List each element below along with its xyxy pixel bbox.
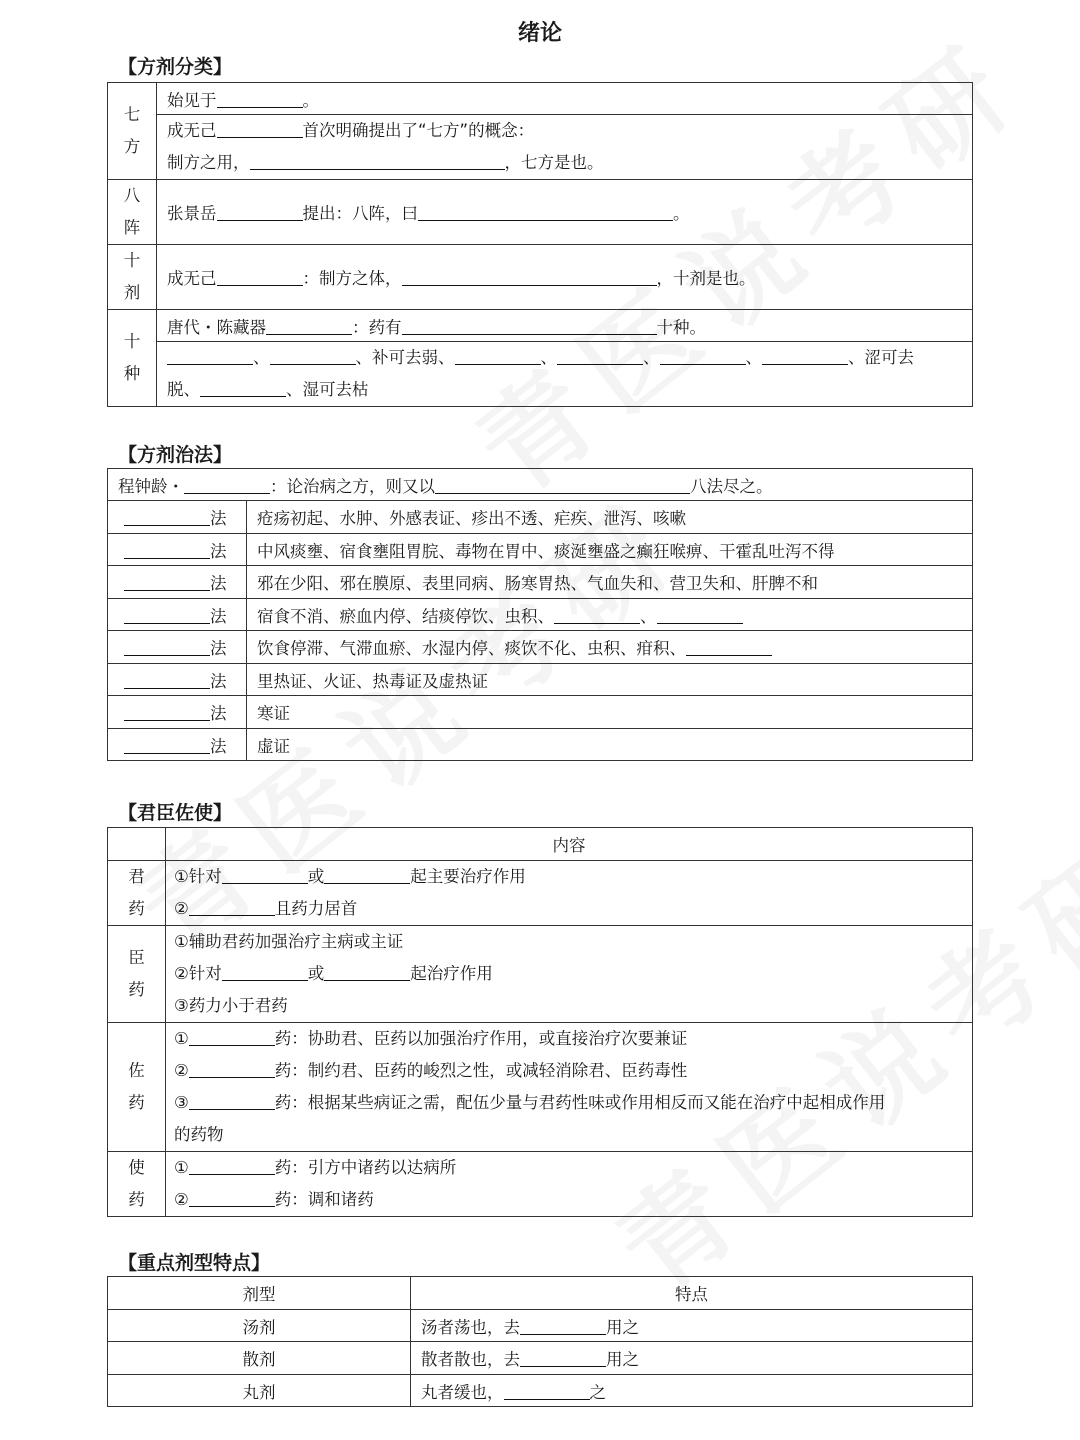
label-shizhong: 十 种 — [108, 310, 157, 407]
blank-field[interactable] — [124, 735, 210, 754]
bazhen-row: 张景岳 提出：八阵，曰 。 — [157, 180, 973, 245]
method-cell: 法 — [108, 729, 247, 761]
blank-field[interactable] — [124, 572, 210, 591]
junchen-table — [107, 827, 973, 1217]
blank-field[interactable] — [402, 267, 657, 286]
blank-field[interactable] — [324, 962, 410, 981]
method-cell: 法 — [108, 599, 247, 631]
jun-content: ①针对 或 起主要治疗作用 ② 且药力居首 — [166, 861, 973, 926]
form-name: 散剂 — [108, 1342, 411, 1375]
blank-field[interactable] — [222, 865, 308, 884]
method-indication: 寒证 — [247, 696, 973, 729]
blank-field[interactable] — [222, 962, 308, 981]
blank-field[interactable] — [124, 540, 210, 559]
method-indication: 中风痰壅、宿食壅阻胃脘、毒物在胃中、痰涎壅盛之癫狂喉痹、干霍乱吐泻不得 — [247, 534, 973, 566]
form-name: 汤剂 — [108, 1310, 411, 1342]
blank-field[interactable] — [124, 637, 210, 656]
form-name: 丸剂 — [108, 1375, 411, 1407]
classify-table — [107, 82, 973, 407]
section-title-junchen: 【君臣佐使】 — [118, 802, 233, 824]
label-chen: 臣 药 — [108, 926, 166, 1023]
method-indication: 里热证、火证、热毒证及虚热证 — [247, 664, 973, 696]
shi-content: ① 药：引方中诸药以达病所 ② 药：调和诸药 — [166, 1152, 973, 1217]
shizhong-row-1: 唐代・陈藏器 ：药有 十种。 — [157, 310, 973, 342]
blank-field[interactable] — [455, 346, 541, 365]
shiji-row: 成无己 ：制方之体， ，十剂是也。 — [157, 245, 973, 310]
shizhong-row-2: 、 、补可去弱、 、 、 、 、涩可去 脱、 、湿可去枯 — [157, 342, 973, 407]
blank-field[interactable] — [189, 1059, 275, 1078]
blank-field[interactable] — [554, 605, 640, 624]
blank-field[interactable] — [557, 346, 643, 365]
blank-field[interactable] — [124, 670, 210, 689]
method-cell: 法 — [108, 664, 247, 696]
blank-field[interactable] — [402, 316, 657, 335]
form-feature: 散者散也，去 用之 — [411, 1342, 973, 1375]
blank-field[interactable] — [686, 637, 772, 656]
method-indication: 宿食不消、瘀血内停、结痰停饮、虫积、 、 — [247, 599, 973, 631]
method-indication: 饮食停滞、气滞血瘀、水湿内停、痰饮不化、虫积、疳积、 — [247, 631, 973, 664]
label-qifang: 七 方 — [108, 83, 157, 180]
section-title-treat: 【方剂治法】 — [118, 444, 233, 466]
blank-field[interactable] — [520, 1316, 606, 1335]
method-cell: 法 — [108, 631, 247, 664]
method-cell: 法 — [108, 534, 247, 566]
page-title: 绪论 — [517, 21, 562, 46]
blank-field[interactable] — [270, 346, 356, 365]
junchen-header-blank — [108, 828, 166, 861]
blank-field[interactable] — [266, 316, 352, 335]
method-indication: 邪在少阳、邪在膜原、表里同病、肠寒胃热、气血失和、营卫失和、肝脾不和 — [247, 566, 973, 599]
method-cell: 法 — [108, 501, 247, 534]
blank-field[interactable] — [504, 1381, 590, 1400]
method-cell: 法 — [108, 566, 247, 599]
treat-table — [107, 468, 973, 761]
blank-field[interactable] — [418, 202, 673, 221]
section-title-forms: 【重点剂型特点】 — [118, 1252, 271, 1274]
forms-header-type: 剂型 — [108, 1277, 411, 1310]
method-indication: 疮疡初起、水肿、外感表证、疹出不透、疟疾、泄泻、咳嗽 — [247, 501, 973, 534]
blank-field[interactable] — [217, 119, 303, 138]
chen-content: ①辅助君药加强治疗主病或主证 ②针对 或 起治疗作用 ③药力小于君药 — [166, 926, 973, 1023]
qifang-row-1: 始见于 。 — [157, 83, 973, 115]
blank-field[interactable] — [324, 865, 410, 884]
label-jun: 君 药 — [108, 861, 166, 926]
blank-field[interactable] — [657, 605, 743, 624]
label-bazhen: 八 阵 — [108, 180, 157, 245]
junchen-header-content: 内容 — [166, 828, 973, 861]
blank-field[interactable] — [660, 346, 746, 365]
treat-header: 程钟龄・ ：论治病之方，则又以 八法尽之。 — [108, 469, 973, 501]
zuo-content: ① 药：协助君、臣药以加强治疗作用，或直接治疗次要兼证 ② 药：制约君、臣药的峻烈之性，或减轻消除君、臣药毒性 ③ 药：根据某些病证之需，配伍少量与君药性味或作用相反而又能在治疗中起相成作用 的药物 — [166, 1023, 973, 1152]
method-indication: 虚证 — [247, 729, 973, 761]
label-shiji: 十 剂 — [108, 245, 157, 310]
blank-field[interactable] — [189, 1027, 275, 1046]
blank-field[interactable] — [217, 267, 303, 286]
blank-field[interactable] — [217, 202, 303, 221]
blank-field[interactable] — [124, 507, 210, 526]
blank-field[interactable] — [762, 346, 848, 365]
blank-field[interactable] — [520, 1348, 606, 1367]
qifang-row-2: 成无己 首次明确提出了“七方”的概念： 制方之用， ，七方是也。 — [157, 115, 973, 180]
blank-field[interactable] — [200, 378, 286, 397]
section-title-classify: 【方剂分类】 — [118, 56, 233, 78]
form-feature: 汤者荡也，去 用之 — [411, 1310, 973, 1342]
blank-field[interactable] — [124, 702, 210, 721]
blank-field[interactable] — [435, 475, 690, 494]
blank-field[interactable] — [167, 346, 253, 365]
forms-table — [107, 1276, 973, 1407]
blank-field[interactable] — [184, 475, 270, 494]
blank-field[interactable] — [189, 1091, 275, 1110]
blank-field[interactable] — [250, 151, 505, 170]
label-zuo: 佐 药 — [108, 1023, 166, 1152]
form-feature: 丸者缓也， 之 — [411, 1375, 973, 1407]
blank-field[interactable] — [189, 1156, 275, 1175]
method-cell: 法 — [108, 696, 247, 729]
blank-field[interactable] — [124, 605, 210, 624]
blank-field[interactable] — [217, 89, 303, 108]
blank-field[interactable] — [189, 1188, 275, 1207]
forms-header-feature: 特点 — [411, 1277, 973, 1310]
blank-field[interactable] — [189, 897, 275, 916]
label-shi: 使 药 — [108, 1152, 166, 1217]
